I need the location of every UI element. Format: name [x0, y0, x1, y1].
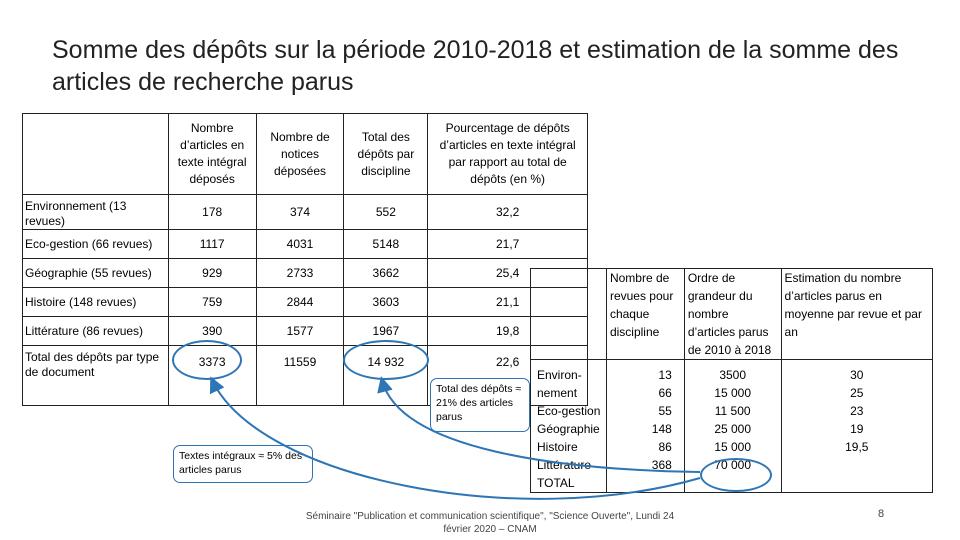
cell-total: 3662: [344, 259, 428, 288]
discipline-label: Histoire: [537, 440, 578, 454]
articles-value: 15 000: [714, 386, 752, 400]
table-row: [23, 230, 588, 259]
table-row: [23, 195, 588, 230]
cell-total: 1967: [344, 317, 428, 346]
table-row: [23, 288, 588, 317]
cell-total: 5148: [344, 230, 428, 259]
revues-value: 55: [658, 404, 672, 418]
cell-pct: 21,1: [428, 288, 588, 317]
discipline-label: TOTAL: [537, 476, 575, 490]
cell-notices: 2733: [256, 259, 344, 288]
deposits-table: [22, 113, 588, 406]
highlight-ellipse-total: [343, 340, 429, 380]
cell-articles: 178: [168, 195, 256, 230]
header-cell: Total des dépôts par discipline: [344, 114, 428, 195]
revues-list: [606, 360, 684, 493]
revues-value: 66: [658, 386, 672, 400]
header-cell: [23, 114, 169, 195]
cell-notices: 1577: [256, 317, 344, 346]
header-cell: Pourcentage de dépôts d’articles en texte intégral par rapport au total de dépôts (en %): [428, 114, 588, 195]
header-cell: [531, 269, 607, 360]
note-total-depots: Total des dépôts ≈ 21% des articles parus: [430, 378, 530, 432]
cell-articles: 3373: [168, 346, 256, 406]
header-cell: Nombre d’articles en texte intégral déposés: [168, 114, 256, 195]
cell-pct: 21,7: [428, 230, 588, 259]
discipline-list: [531, 360, 607, 493]
articles-value: 15 000: [714, 440, 752, 454]
articles-value: 11 500: [714, 404, 751, 418]
deposits-table-header: [23, 114, 588, 195]
revues-value: 13: [658, 368, 672, 382]
row-label: Environnement (13 revues): [23, 195, 169, 230]
discipline-label: Environ-nement: [537, 368, 582, 400]
revues-value: 148: [651, 422, 672, 436]
table-row: [23, 317, 588, 346]
cell-notices: 4031: [256, 230, 344, 259]
cell-articles: 929: [168, 259, 256, 288]
cell-total: 14 932: [344, 346, 428, 406]
header-cell: Nombre de notices déposées: [256, 114, 344, 195]
row-label: Géographie (55 revues): [23, 259, 169, 288]
cell-total: 552: [344, 195, 428, 230]
cell-articles: 390: [168, 317, 256, 346]
moyenne-value: 30: [850, 368, 864, 382]
cell-total: 3603: [344, 288, 428, 317]
moyenne-value: 25: [850, 386, 864, 400]
discipline-label: Littérature: [537, 458, 592, 472]
discipline-label: Géographie: [537, 422, 600, 436]
cell-pct: 25,4: [428, 259, 588, 288]
cell-notices: 374: [256, 195, 344, 230]
row-label: Histoire (148 revues): [23, 288, 169, 317]
note-textes-integraux: Textes intégraux ≈ 5% des articles parus: [173, 445, 313, 483]
cell-articles: 759: [168, 288, 256, 317]
slide-title: Somme des dépôts sur la période 2010-2018 et estimation de la somme des articles de recherche parus: [52, 36, 899, 96]
highlight-ellipse-70000: [700, 458, 772, 492]
cell-notices: 11559: [256, 346, 344, 406]
highlight-ellipse-articles: [172, 340, 242, 380]
cell-articles: 1117: [168, 230, 256, 259]
row-label: Total des dépôts par type de document: [23, 346, 169, 406]
row-label: Littérature (86 revues): [23, 317, 169, 346]
table-row: [23, 259, 588, 288]
cell-pct: 19,8: [428, 317, 588, 346]
articles-value: 25 000: [714, 422, 752, 436]
moyenne-value: 19,5: [845, 440, 869, 454]
cell-pct: 32,2: [428, 195, 588, 230]
moyenne-list: [781, 360, 932, 493]
page-number: 8: [878, 508, 885, 520]
header-cell: Nombre de revues pour chaque discipline: [606, 269, 684, 360]
cell-pct: 22,6: [428, 346, 588, 406]
estimation-table-header: [531, 269, 933, 360]
cell-notices: 2844: [256, 288, 344, 317]
header-cell: Ordre de grandeur du nombre d’articles parus de 2010 à 2018: [684, 269, 781, 360]
discipline-label: Eco-gestion: [537, 404, 601, 418]
row-label: Eco-gestion (66 revues): [23, 230, 169, 259]
revues-value: 368: [651, 458, 672, 472]
header-cell: Estimation du nombre d’articles parus en moyenne par revue et par an: [781, 269, 932, 360]
moyenne-value: 19: [850, 422, 864, 436]
articles-value: 3500: [719, 368, 747, 382]
revues-value: 86: [658, 440, 672, 454]
moyenne-value: 23: [850, 404, 864, 418]
footer-text: Séminaire "Publication et communication scientifique", "Science Ouverte", Lundi 24 février 2020 – CNAM: [305, 511, 675, 535]
articles-value: 70 000: [714, 458, 752, 472]
